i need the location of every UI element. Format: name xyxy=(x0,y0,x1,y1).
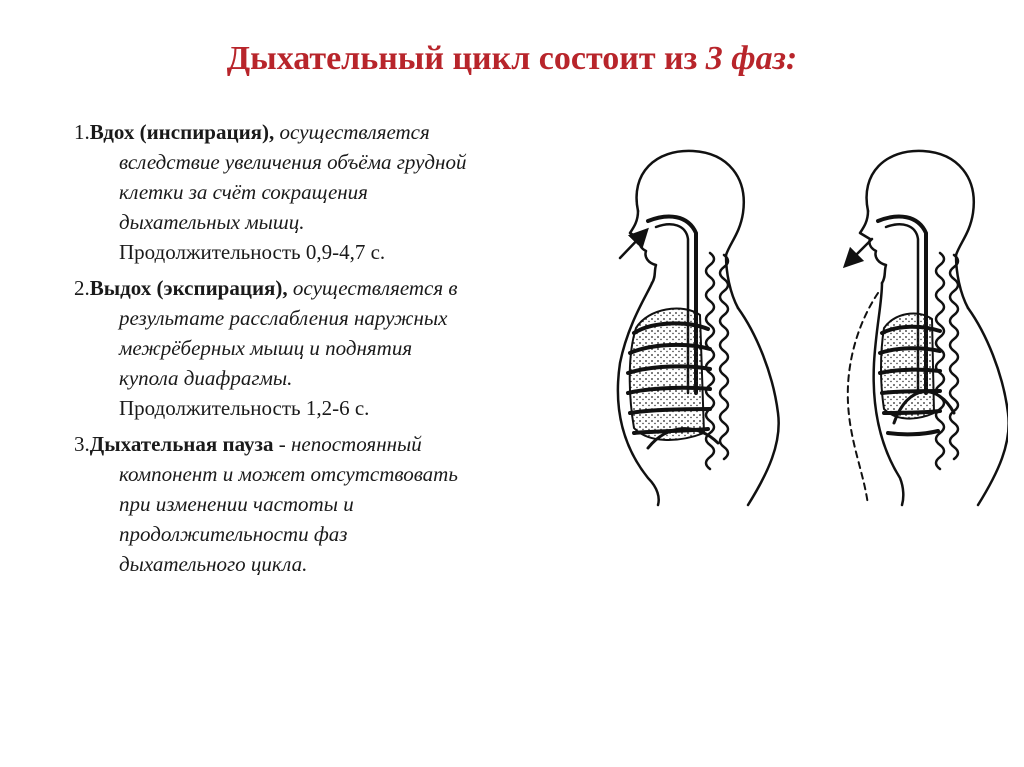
title-main: Дыхательный цикл состоит из xyxy=(226,40,706,77)
phase-line xyxy=(74,117,604,147)
phase-desc: осуществляется в xyxy=(287,276,458,300)
phase-term: Дыхательная пауза xyxy=(89,432,274,456)
title-emphasis: 3 фаз: xyxy=(705,40,798,77)
phase-line xyxy=(74,429,604,459)
phase-number: 2. xyxy=(74,276,90,300)
phase-separator: - xyxy=(273,432,291,456)
phase-duration: Продолжительность 0,9-4,7 с. xyxy=(119,240,386,264)
phase-number: 1. xyxy=(74,120,90,144)
phase-desc-line: результате расслабления наружных xyxy=(119,306,448,330)
phase-desc-line: продолжительности фаз xyxy=(119,522,348,546)
phase-number: 3. xyxy=(74,432,90,456)
phase-line xyxy=(74,273,604,303)
phase-desc-line: дыхательных мышц. xyxy=(119,210,305,234)
phase-list xyxy=(74,117,604,585)
phase-desc-line: вследствие увеличения объёма грудной xyxy=(119,150,467,174)
breathing-illustration xyxy=(608,143,1008,513)
phase-item-pause xyxy=(74,429,604,579)
phase-term: Вдох (инспирация), xyxy=(89,120,275,144)
phase-desc-line: дыхательного цикла. xyxy=(119,552,308,576)
phase-desc-line: при изменении частоты и xyxy=(119,492,354,516)
exhale-figure xyxy=(848,151,1008,505)
phase-term: Выдох (экспирация), xyxy=(89,276,288,300)
phase-desc: непостоянный xyxy=(290,432,422,456)
phase-desc-line: купола диафрагмы. xyxy=(119,366,293,390)
phase-duration: Продолжительность 1,2-6 с. xyxy=(119,396,370,420)
slide-title xyxy=(0,40,1024,77)
phase-item-inhale xyxy=(74,117,604,267)
phase-desc-line: клетки за счёт сокращения xyxy=(119,180,368,204)
phase-desc-line: межрёберных мышц и поднятия xyxy=(119,336,413,360)
phase-desc: осуществляется xyxy=(274,120,430,144)
phase-item-exhale xyxy=(74,273,604,423)
phase-desc-line: компонент и может отсутствовать xyxy=(119,462,458,486)
inhale-figure xyxy=(618,151,779,505)
